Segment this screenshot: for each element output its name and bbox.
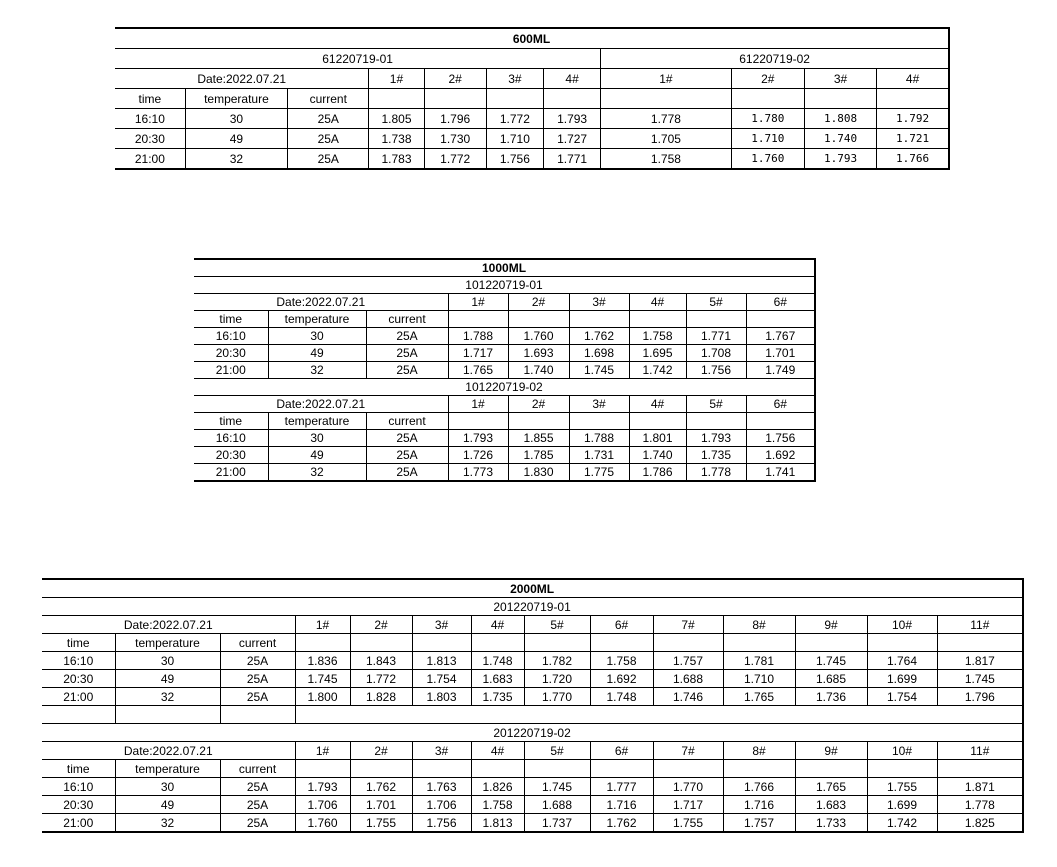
table-row: 20:30 49 25A 1.745 1.772 1.754 1.683 1.720 1.692 1.688 1.710 1.685 1.699 1.745 — [42, 670, 1023, 688]
current-header: current — [220, 634, 295, 652]
temperature-header: temperature — [268, 413, 366, 430]
batch-label: 201220719-02 — [42, 724, 1023, 742]
column-header: 4# — [544, 69, 601, 89]
table-row: 20:30 49 25A 1.726 1.785 1.731 1.740 1.735 1.692 — [194, 447, 815, 464]
time-header: time — [42, 634, 115, 652]
date-label: Date:2022.07.21 — [194, 396, 448, 413]
current-header: current — [288, 89, 369, 109]
date-label: Date:2022.07.21 — [194, 294, 448, 311]
table-title: 2000ML — [42, 579, 1023, 598]
table-title: 600ML — [115, 28, 949, 49]
column-header: 4# — [629, 294, 686, 311]
column-header: 4# — [629, 396, 686, 413]
column-header: 3# — [412, 742, 471, 760]
table-row: 16:10 30 25A 1.805 1.796 1.772 1.793 1.778 1.780 1.808 1.792 — [115, 109, 949, 129]
column-header: 7# — [653, 742, 723, 760]
table-row: 20:30 49 25A 1.706 1.701 1.706 1.758 1.688 1.716 1.717 1.716 1.683 1.699 1.778 — [42, 796, 1023, 814]
column-header: 1# — [295, 742, 350, 760]
column-header: 5# — [524, 742, 590, 760]
column-header: 11# — [937, 616, 1023, 634]
date-label: Date:2022.07.21 — [42, 742, 295, 760]
table-row: 21:00 32 25A 1.765 1.740 1.745 1.742 1.756 1.749 — [194, 362, 815, 379]
column-header: 10# — [867, 742, 937, 760]
column-header: 5# — [686, 294, 746, 311]
column-header: 3# — [412, 616, 471, 634]
batch-label: 101220719-01 — [194, 277, 815, 294]
column-header: 8# — [723, 616, 795, 634]
column-header: 6# — [590, 742, 653, 760]
column-header: 4# — [471, 742, 524, 760]
current-header: current — [220, 760, 295, 778]
column-header: 8# — [723, 742, 795, 760]
column-header: 3# — [569, 294, 629, 311]
column-header: 2# — [508, 396, 569, 413]
time-header: time — [115, 89, 185, 109]
table-row: 21:00 32 25A 1.783 1.772 1.756 1.771 1.758 1.760 1.793 1.766 — [115, 149, 949, 170]
column-header: 1# — [448, 396, 508, 413]
table-1000ml — [194, 258, 816, 482]
batch-label: 101220719-02 — [194, 379, 815, 396]
table-row: 16:10 30 25A 1.836 1.843 1.813 1.748 1.782 1.758 1.757 1.781 1.745 1.764 1.817 — [42, 652, 1023, 670]
column-header: 6# — [746, 294, 815, 311]
column-header: 2# — [350, 742, 412, 760]
date-label: Date:2022.07.21 — [115, 69, 369, 89]
column-header: 9# — [795, 616, 867, 634]
table-row: 21:00 32 25A 1.760 1.755 1.756 1.813 1.737 1.762 1.755 1.757 1.733 1.742 1.825 — [42, 814, 1023, 833]
column-header: 1# — [601, 69, 731, 89]
column-header: 2# — [350, 616, 412, 634]
batch-label: 61220719-01 — [115, 49, 601, 69]
column-header: 6# — [746, 396, 815, 413]
temperature-header: temperature — [185, 89, 287, 109]
date-label: Date:2022.07.21 — [42, 616, 295, 634]
table-row: 20:30 49 25A 1.738 1.730 1.710 1.727 1.705 1.710 1.740 1.721 — [115, 129, 949, 149]
column-header: 2# — [731, 69, 804, 89]
table-600ml — [115, 27, 950, 170]
column-header: 1# — [369, 69, 424, 89]
column-header: 2# — [508, 294, 569, 311]
table-row: 16:10 30 25A 1.788 1.760 1.762 1.758 1.771 1.767 — [194, 328, 815, 345]
table-row: 16:10 30 25A 1.793 1.762 1.763 1.826 1.745 1.777 1.770 1.766 1.765 1.755 1.871 — [42, 778, 1023, 796]
column-header: 11# — [937, 742, 1023, 760]
column-header: 1# — [295, 616, 350, 634]
table-row: 21:00 32 25A 1.800 1.828 1.803 1.735 1.770 1.748 1.746 1.765 1.736 1.754 1.796 — [42, 688, 1023, 706]
current-header: current — [366, 311, 448, 328]
time-header: time — [194, 413, 268, 430]
batch-label: 61220719-02 — [601, 49, 949, 69]
batch-label: 201220719-01 — [42, 598, 1023, 616]
temperature-header: temperature — [268, 311, 366, 328]
column-header: 2# — [424, 69, 486, 89]
table-row: 16:10 30 25A 1.793 1.855 1.788 1.801 1.793 1.756 — [194, 430, 815, 447]
column-header: 4# — [877, 69, 949, 89]
column-header: 3# — [569, 396, 629, 413]
column-header: 3# — [804, 69, 876, 89]
column-header: 7# — [653, 616, 723, 634]
column-header: 10# — [867, 616, 937, 634]
column-header: 1# — [448, 294, 508, 311]
current-header: current — [366, 413, 448, 430]
column-header: 5# — [524, 616, 590, 634]
table-row: 21:00 32 25A 1.773 1.830 1.775 1.786 1.778 1.741 — [194, 464, 815, 482]
temperature-header: temperature — [115, 760, 220, 778]
column-header: 6# — [590, 616, 653, 634]
column-header: 4# — [471, 616, 524, 634]
table-2000ml — [42, 578, 1024, 833]
column-header: 5# — [686, 396, 746, 413]
time-header: time — [194, 311, 268, 328]
column-header: 3# — [486, 69, 543, 89]
time-header: time — [42, 760, 115, 778]
column-header: 9# — [795, 742, 867, 760]
table-row: 20:30 49 25A 1.717 1.693 1.698 1.695 1.708 1.701 — [194, 345, 815, 362]
table-title: 1000ML — [194, 259, 815, 277]
temperature-header: temperature — [115, 634, 220, 652]
